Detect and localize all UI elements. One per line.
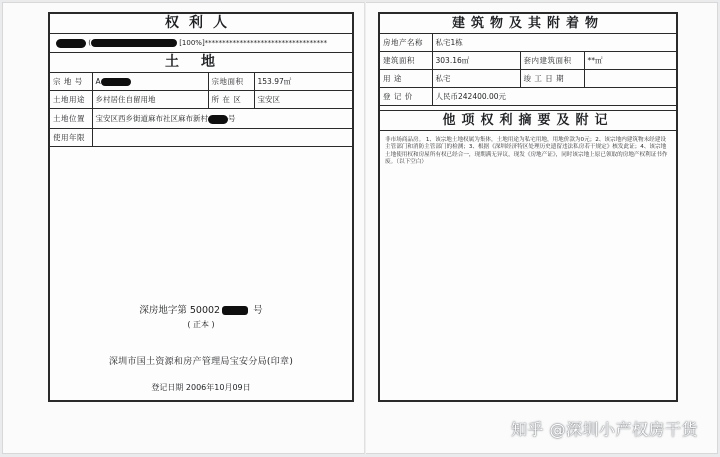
location-value: 宝安区西乡街道麻布社区麻布新村 <box>95 114 208 123</box>
land-section-title: 土地 <box>50 53 352 73</box>
table-row <box>380 88 676 106</box>
building-area-label: 建筑面积 <box>380 52 432 70</box>
district-value: 宝安区 <box>254 91 352 109</box>
term-value <box>92 129 352 147</box>
table-row <box>50 91 352 109</box>
right-panel <box>378 12 678 402</box>
location-label: 土地位置 <box>50 109 92 129</box>
property-name-label: 房地产名称 <box>380 34 432 52</box>
redacted-owner-name <box>56 39 86 48</box>
parcel-no-cell <box>92 73 208 91</box>
register-price-label: 登 记 价 <box>380 88 432 106</box>
land-table <box>50 73 352 147</box>
summary-title: 他项权利摘要及附记 <box>380 110 676 131</box>
land-use-label: 土地用途 <box>50 91 92 109</box>
certificate-sheet <box>2 2 718 454</box>
completion-date-label: 竣 工 日 期 <box>520 70 584 88</box>
register-price-value: 人民币242400.00元 <box>432 88 676 106</box>
certificate-number-suffix: 号 <box>253 305 263 316</box>
redacted-parcel-no <box>101 78 131 86</box>
parcel-area-value: 153.97㎡ <box>254 73 352 91</box>
table-row <box>50 73 352 91</box>
building-table <box>380 34 676 106</box>
register-date: 登记日期 2006年10月09日 <box>151 383 251 392</box>
district-label: 所 在 区 <box>208 91 254 109</box>
property-name-value: 私宅1栋 <box>432 34 676 52</box>
use-value: 私宅 <box>432 70 520 88</box>
use-label: 用 途 <box>380 70 432 88</box>
building-area-value: 303.16㎡ <box>432 52 520 70</box>
parcel-no-value: A <box>95 77 101 86</box>
parcel-area-label: 宗地面积 <box>208 73 254 91</box>
location-cell <box>92 109 352 129</box>
copy-type: ( 正本 ) <box>187 320 215 329</box>
owner-share-line: [100%]*********************************** <box>179 39 328 47</box>
term-label: 使用年限 <box>50 129 92 147</box>
interior-area-label: 套内建筑面积 <box>520 52 584 70</box>
table-row <box>380 70 676 88</box>
certificate-number-prefix: 深房地字第 50002 <box>139 305 221 316</box>
completion-date-value <box>584 70 676 88</box>
table-row <box>380 34 676 52</box>
redacted-house-no <box>208 115 228 124</box>
page-fold <box>364 2 366 454</box>
summary-notes: 非市场商品房。 1、该宗地土地权属为集体，土地用途为私宅用地，用地价款为0元；2、该宗地内建筑物未经建设主管部门和消防主管部门的检测；3、根据《深圳经济特区处理历史遗留违法私房若干规定》核发此证；4、该宗地土地使用权和房屋所有权已经合一，现期满无异议，现发《房地产证》，同时该宗地上原已领取的房地产权利证书作废。（以下空白） <box>385 137 668 166</box>
table-row <box>50 109 352 129</box>
table-row <box>50 129 352 147</box>
building-header: 建筑物及其附着物 <box>380 14 676 34</box>
issuing-authority: 深圳市国土资源和房产管理局宝安分局(印章) <box>108 357 294 367</box>
interior-area-value: **㎡ <box>584 52 676 70</box>
redacted-certificate-digits <box>222 306 248 315</box>
owner-row <box>50 34 352 53</box>
owner-header: 权利人 <box>50 14 352 34</box>
location-suffix: 号 <box>228 114 236 123</box>
left-panel <box>48 12 354 402</box>
redacted-id-number <box>91 39 177 47</box>
watermark: 知乎 @深圳小产权房干货 <box>510 420 698 439</box>
owner-paren-open: ( <box>88 39 91 47</box>
certificate-number <box>50 302 352 316</box>
land-use-value: 乡村居住自留用地 <box>92 91 208 109</box>
table-row <box>380 52 676 70</box>
parcel-no-label: 宗 地 号 <box>50 73 92 91</box>
